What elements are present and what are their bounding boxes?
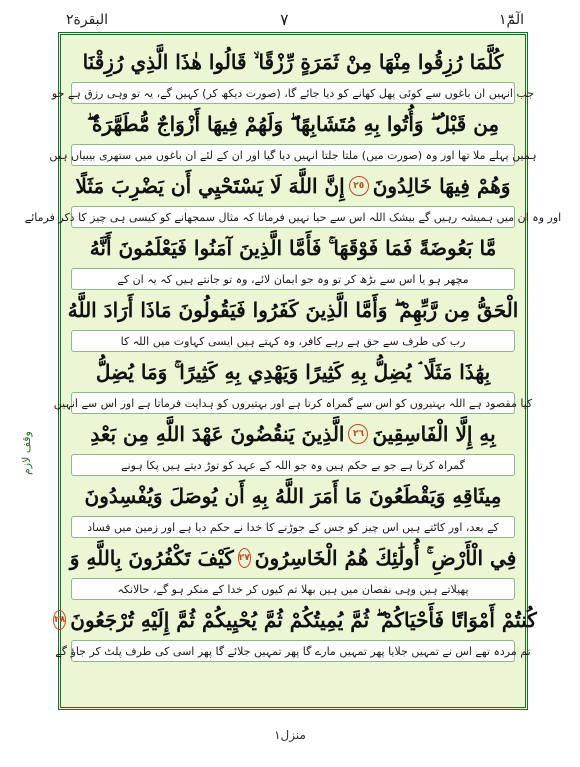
line-text: بِهِ إِلَّا الْفَاسِقِينَ (372, 422, 496, 446)
line-text: تم مردہ تھے اس نے تمہیں جلایا پھر تمہیں مارے گا پھر تمہیں جلائے گا پھر اسی کی طرف پلٹ کر جاؤ گے (55, 644, 531, 658)
arabic-verse-line (71, 353, 515, 391)
urdu-translation-line (24, 206, 562, 228)
line-text: جب انہیں ان باغوں سے کوئی پھل کھانے کو دیا جائے گا، (صورت دیکھ کر) کہیں گے، یہ تو وہی رزق ہے جو (51, 86, 535, 100)
manzil-footer: منزل١ (274, 728, 306, 742)
urdu-translation-line (71, 454, 515, 476)
line-text: ہمیں پہلے ملا تھا اور وہ (صورت میں) ملتا جلتا انہیں دیا گیا اور ان کے لئے ان باغوں میں ستھری بیبیاں ہیں (49, 148, 537, 162)
arabic-verse-line (71, 105, 515, 143)
ayah-number-marker: ٢٦ (348, 424, 368, 444)
line-text: مِيثَاقِهِ وَيَقْطَعُونَ مَا أَمَرَ اللَّهُ بِهِ أَن يُوصَلَ وَيُفْسِدُونَ (84, 484, 502, 508)
line-text: كُنتُمْ أَمْوَاتًا فَأَحْيَاكُمْ ۖ ثُمَّ يُمِيتُكُمْ ثُمَّ يُحْيِيكُمْ ثُمَّ إِلَيْهِ تُرْجَعُونَ (70, 608, 537, 632)
line-text: مَّا بَعُوضَةً فَمَا فَوْقَهَا ۚ فَأَمَّا الَّذِينَ آمَنُوا فَيَعْلَمُونَ أَنَّهُ (89, 236, 497, 260)
line-text: گمراہ کرتا ہے جو بے حکم ہیں وہ جو اللہ کے عہد کو توڑ دیتے ہیں پکا ہونے (121, 458, 465, 472)
line-text: الْحَقُّ مِن رَّبِّهِمْ ۖ وَأَمَّا الَّذِينَ كَفَرُوا فَيَقُولُونَ مَاذَا أَرَادَ اللَّهُ (67, 298, 519, 322)
line-text: رب کی طرف سے حق ہے رہے کافر، وہ کہتے ہیں ایسی کہاوت میں اللہ کا (120, 334, 466, 348)
ayah-number-marker: ٢٥ (349, 176, 369, 196)
arabic-verse-line (71, 167, 515, 205)
urdu-translation-line (53, 392, 533, 414)
line-text: پھیلاتے ہیں وہی نقصان میں ہیں بھلا تم کیوں کر خدا کے منکر ہو گے، حالانکہ (117, 582, 469, 596)
arabic-verse-line (71, 415, 515, 453)
arabic-verse-line (71, 539, 515, 577)
ayah-number-marker: ٢٧ (238, 548, 251, 568)
arabic-verse-line (71, 43, 515, 81)
urdu-translation-line (71, 268, 515, 290)
line-text: كُلَّمَا رُزِقُوا مِنْهَا مِنْ ثَمَرَةٍ رِّزْقًا ۙ قَالُوا هٰذَا الَّذِي رُزِقْنَا (82, 50, 504, 74)
page-number: ٧ (280, 10, 289, 29)
line-text: اور وہ ان میں ہمیشہ رہیں گے بیشک اللہ اس سے حیا نہیں فرماتا کہ مثال سمجھانے کو کیسی ہی چیز کا ذکر فرمائے (24, 210, 562, 224)
arabic-verse-line (71, 229, 515, 267)
urdu-translation-line (51, 82, 535, 104)
urdu-translation-line (71, 578, 515, 600)
urdu-translation-line (55, 640, 531, 662)
waqf-margin-note: وقف لازم (20, 431, 33, 475)
line-text-continued: إِنَّ اللَّهَ لَا يَسْتَحْيِي أَن يَضْرِبَ مَثَلًا (75, 174, 345, 198)
arabic-verse-line (54, 601, 537, 639)
line-text: کیا مقصود ہے اللہ بہتیروں کو اس سے گمراہ کرتا ہے اور بہتیروں کو ہدایت فرماتا ہے اور اس سے انہیں (53, 396, 533, 410)
surah-name: البقرة٢ (66, 12, 109, 28)
line-text: بِهَٰذَا مَثَلًا ۘ يُضِلُّ بِهِ كَثِيرًا وَيَهْدِي بِهِ كَثِيرًا ۚ وَمَا يُضِلُّ (95, 360, 491, 384)
line-text: مِن قَبْلُ ۖ وَأُتُوا بِهِ مُتَشَابِهًا ۖ وَلَهُمْ فِيهَا أَزْوَاجٌ مُّطَهَّرَةٌ ۖ (86, 112, 500, 136)
line-text: کے بعد، اور کاٹتے ہیں اس چیز کو جس کے جوڑنے کا خدا نے حکم دیا ہے اور زمین میں فساد (87, 520, 499, 534)
arabic-verse-line (71, 477, 515, 515)
line-text: فِي الْأَرْضِ ۚ أُولَٰئِكَ هُمُ الْخَاسِرُونَ (254, 546, 517, 570)
urdu-translation-line (71, 516, 515, 538)
line-text: وَهُمْ فِيهَا خَالِدُونَ (372, 174, 511, 198)
arabic-verse-line (67, 291, 519, 329)
line-text: مچھر ہو یا اس سے بڑھ کر تو وہ جو ایمان لائے، وہ تو جانتے ہیں کہ یہ ان کے (117, 272, 469, 286)
line-text-continued: كَيْفَ تَكْفُرُونَ بِاللَّهِ وَ (69, 546, 234, 570)
ayah-number-marker: ٢٨ (53, 610, 66, 630)
urdu-translation-line (71, 330, 515, 352)
para-name: الٓمّٓ١ (498, 12, 524, 28)
urdu-translation-line (49, 144, 537, 166)
line-text-continued: الَّذِينَ يَنقُضُونَ عَهْدَ اللَّهِ مِن بَعْدِ (90, 422, 345, 446)
